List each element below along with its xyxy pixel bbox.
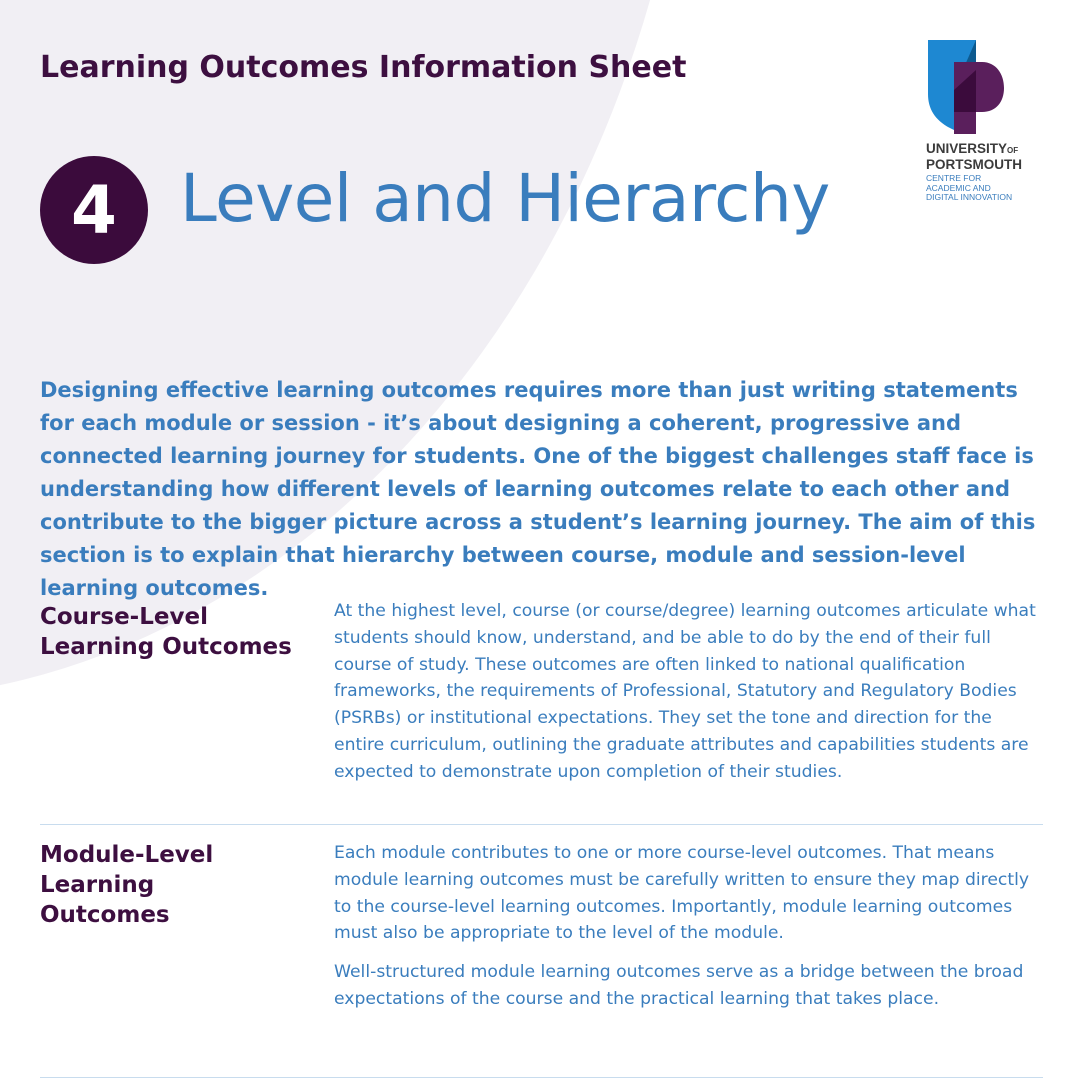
university-name-of: OF (1007, 146, 1019, 155)
module-level-paragraph-2: Well-structured module learning outcomes serve as a bridge between the broad expectations of the course and the practical learning that takes place. (334, 962, 1024, 1009)
centre-name-line1: CENTRE FOR (926, 173, 982, 183)
centre-name (926, 174, 1044, 203)
section-title: Level and Hierarchy (180, 160, 830, 237)
intro-paragraph: Designing effective learning outcomes requires more than just writing statements for each module or session - it’s about designing a coherent, progressive and connected learning journey for students. One of the biggest challenges staff face is understanding how different levels of learning outcomes relate to each other and contribute to the bigger picture across a student’s learning journey. The aim of this section is to explain that hierarchy between course, module and session-level learning outcomes. (40, 378, 1036, 600)
centre-name-line3: DIGITAL INNOVATION (926, 192, 1013, 202)
module-level-heading-line1: Module-Level (40, 842, 214, 868)
section-number-badge: 4 (40, 156, 148, 264)
university-name-line1: UNIVERSITY (926, 141, 1008, 156)
course-level-heading (40, 602, 310, 662)
module-level-paragraph-1: Each module contributes to one or more course-level outcomes. That means module learning outcomes must be carefully written to ensure they map directly to the course-level learning outcomes. Importantly, module learning outcomes must also be appropriate to the level of the module. (334, 843, 1030, 944)
course-level-heading-line1: Course-Level (40, 604, 208, 630)
module-level-body (334, 840, 1044, 1013)
university-name-line2: PORTSMOUTH (926, 157, 1022, 172)
course-level-heading-line2: Learning Outcomes (40, 634, 292, 660)
university-name (926, 142, 1044, 172)
module-level-heading-line2: Learning (40, 872, 155, 898)
university-logo-mark-icon (926, 38, 1006, 134)
module-level-section (40, 840, 1043, 1078)
university-logo (926, 38, 1046, 208)
module-level-heading-line3: Outcomes (40, 902, 170, 928)
course-level-paragraph: At the highest level, course (or course/degree) learning outcomes articulate what students should know, understand, and be able to do by the end of their full course of study. These outcomes are often linked to national qualification frameworks, the requirements of Professional, Statutory and Regulatory Bodies (PSRBs) or institutional expectations. They set the tone and direction for the entire curriculum, outlining the graduate attributes and capabilities students are expected to demonstrate upon completion of their studies. (334, 601, 1036, 782)
course-level-body (334, 598, 1044, 786)
course-level-section (40, 598, 1043, 825)
module-level-heading (40, 840, 310, 930)
sheet-title: Learning Outcomes Information Sheet (40, 50, 687, 85)
centre-name-line2: ACADEMIC AND (926, 182, 991, 193)
